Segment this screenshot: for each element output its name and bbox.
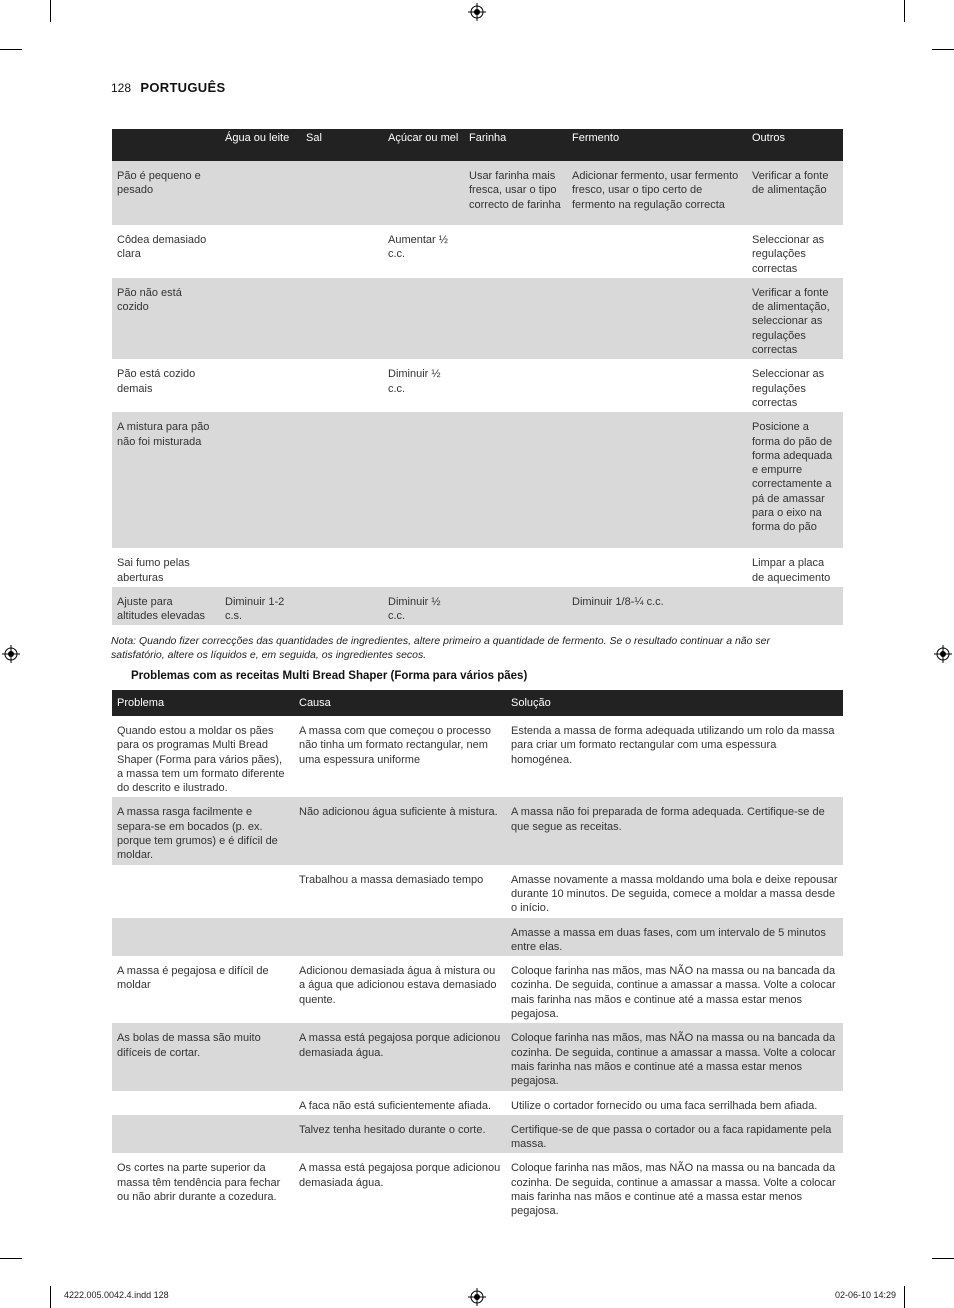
table-cell [301, 161, 383, 225]
table-cell: Diminuir ½ c.c. [388, 368, 441, 395]
table-cell [383, 548, 464, 587]
table-cell [301, 225, 383, 278]
registration-mark-icon [468, 3, 486, 21]
table-cell [301, 278, 383, 359]
table-cell [220, 412, 301, 548]
footer-date: 02-06-10 14:29 [835, 1290, 897, 1300]
table-cell [301, 587, 383, 626]
table-cell: A massa é pegajosa e difícil de moldar [117, 965, 269, 992]
table-cell: As bolas de massa são muito difíceis de cortar. [112, 1023, 294, 1090]
table-cell [301, 412, 383, 548]
ingredient-adjustment-table [112, 129, 843, 625]
table-row [112, 548, 843, 587]
table-row [112, 1091, 843, 1115]
page-header [111, 80, 225, 95]
table-row [112, 797, 843, 864]
table-cell: Adicionar fermento, usar fermento fresco, usar o tipo certo de fermento na regulação correcta [567, 161, 747, 225]
table-cell [383, 412, 464, 548]
table-row [112, 1115, 843, 1154]
footer-file-info: 4222.005.0042.4.indd 128 [64, 1290, 169, 1300]
table-cell [567, 225, 747, 278]
multi-bread-shaper-troubleshooting-table [112, 690, 843, 1221]
table-cell: Adicionou demasiada água à mistura ou a água que adicionou estava demasiado quente. [299, 965, 497, 1006]
table-cell: Sai fumo pelas aberturas [117, 557, 190, 584]
table-cell: Côdea demasiado clara [117, 234, 207, 261]
table-cell [464, 225, 567, 278]
table-cell [294, 918, 506, 957]
crop-mark [50, 1286, 51, 1308]
table-cell: Pão está cozido demais [117, 368, 196, 395]
table-cell: Amasse novamente a massa moldando uma bola e deixe repousar durante 10 minutos. De seguida, comece a moldar a massa desde o início. [511, 873, 838, 915]
table-cell [464, 587, 567, 626]
table-row [112, 1023, 843, 1090]
table-cell: Aumentar ½ c.c. [388, 234, 448, 261]
table-cell: Posicione a forma do pão de forma adequada e empurre correctamente a pá de amassar para o eixo na forma do pão [747, 412, 843, 548]
column-header: Causa [294, 690, 506, 716]
table-cell: Coloque farinha nas mãos, mas NÃO na massa ou na bancada da cozinha. De seguida, continue a amassar a massa. Volte a colocar mais farinha nas mãos e continue até a massa estar menos pegajosa. [506, 1023, 843, 1090]
column-header: Fermento [567, 129, 747, 161]
table-cell: Talvez tenha hesitado durante o corte. [294, 1115, 506, 1154]
table-cell: Quando estou a moldar os pães para os programas Multi Bread Shaper (Forma para vários pães), a massa tem um formato diferente do descrito e ilustrado. [117, 725, 285, 795]
table-row [112, 587, 843, 626]
section-title: Problemas com as receitas Multi Bread Shaper (Forma para vários pães) [131, 670, 528, 682]
table-cell [301, 548, 383, 587]
adjustment-note: Nota: Quando fizer correcções das quantidades de ingredientes, altere primeiro a quantidade de fermento. Se o resultado continuar a não ser satisfatório, altere os líquidos e, em seguida, os ingredientes secos. [111, 635, 770, 661]
table-header-row [112, 690, 843, 716]
column-header: Solução [506, 690, 843, 716]
table-cell [112, 1115, 294, 1154]
table-cell: Certifique-se de que passa o cortador ou a faca rapidamente pela massa. [506, 1115, 843, 1154]
crop-mark [904, 0, 905, 22]
table-row [112, 918, 843, 957]
table-cell: Diminuir 1/8-¼ c.c. [567, 587, 747, 626]
column-header: Açúcar ou mel [383, 129, 464, 161]
table-cell [567, 278, 747, 359]
table-cell [747, 587, 843, 626]
page-number: 128 [111, 81, 132, 95]
table-cell: Ajuste para altitudes elevadas [112, 587, 220, 626]
crop-mark [932, 1258, 954, 1259]
column-header: Farinha [464, 129, 567, 161]
table-row [112, 1153, 843, 1220]
table-cell: A massa com que começou o processo não tinha um formato rectangular, nem uma espessura uniforme [299, 725, 491, 766]
table-row [112, 359, 843, 412]
table-cell: Utilize o cortador fornecido ou uma faca serrilhada bem afiada. [511, 1099, 818, 1112]
table-cell: Limpar a placa de aquecimento [752, 557, 831, 584]
table-cell [383, 161, 464, 225]
table-cell: Pão é pequeno e pesado [112, 161, 220, 225]
table-cell [220, 359, 301, 412]
table-cell: Trabalhou a massa demasiado tempo [299, 873, 484, 886]
table-cell [464, 359, 567, 412]
crop-mark [0, 1258, 22, 1259]
table-row [112, 865, 843, 918]
crop-mark [932, 49, 954, 50]
crop-mark [904, 1286, 905, 1308]
table-cell [567, 359, 747, 412]
table-cell: A mistura para pão não foi misturada [112, 412, 220, 548]
table-cell [383, 278, 464, 359]
table-header-row [112, 129, 843, 161]
table-cell: A massa está pegajosa porque adicionou demasiada água. [299, 1162, 501, 1189]
table-cell [220, 161, 301, 225]
table-cell: Pão não está cozido [112, 278, 220, 359]
column-header: Problema [112, 690, 294, 716]
language-title: PORTUGUÊS [140, 80, 226, 95]
table-cell [464, 278, 567, 359]
column-header: Água ou leite [220, 129, 301, 161]
crop-mark [50, 0, 51, 22]
table-cell [112, 865, 294, 918]
table-cell: Coloque farinha nas mãos, mas NÃO na massa ou na bancada da cozinha. De seguida, continue a amassar a massa. Volte a colocar mais farinha nas mãos e continue até a massa estar menos pegajosa. [511, 965, 836, 1021]
table-cell [301, 359, 383, 412]
table-cell: A faca não está suficientemente afiada. [299, 1099, 492, 1112]
table-row [112, 412, 843, 548]
table-row [112, 278, 843, 359]
table-cell: Seleccionar as regulações correctas [752, 368, 825, 409]
table-cell: A massa está pegajosa porque adicionou demasiada água. [294, 1023, 506, 1090]
table-cell [567, 412, 747, 548]
registration-mark-icon [468, 1288, 486, 1306]
table-row [112, 161, 843, 225]
table-cell [464, 548, 567, 587]
table-cell: Os cortes na parte superior da massa têm tendência para fechar ou não abrir durante a cozedura. [117, 1162, 281, 1204]
table-row [112, 956, 843, 1023]
table-cell: Não adicionou água suficiente à mistura. [294, 797, 506, 864]
table-cell: Seleccionar as regulações correctas [752, 234, 825, 275]
table-row [112, 225, 843, 278]
table-cell: Amasse a massa em duas fases, com um intervalo de 5 minutos entre elas. [506, 918, 843, 957]
table-cell: Estenda a massa de forma adequada utilizando um rolo da massa para criar um formato rectangular com uma espessura homogénea. [511, 725, 835, 766]
table-cell [567, 548, 747, 587]
crop-mark [0, 49, 22, 50]
table-row [112, 716, 843, 797]
table-cell: Verificar a fonte de alimentação, seleccionar as regulações correctas [747, 278, 843, 359]
column-header: Outros [747, 129, 843, 161]
table-cell: Verificar a fonte de alimentação [747, 161, 843, 225]
column-header [112, 129, 220, 161]
table-cell [464, 412, 567, 548]
registration-mark-icon [934, 645, 952, 663]
table-cell: A massa rasga facilmente e separa-se em bocados (p. ex. porque tem grumos) e é difícil de moldar. [112, 797, 294, 864]
table-cell: Diminuir ½ c.c. [383, 587, 464, 626]
registration-mark-icon [2, 645, 20, 663]
table-cell: Coloque farinha nas mãos, mas NÃO na massa ou na bancada da cozinha. De seguida, continue a amassar a massa. Volte a colocar mais farinha nas mãos e continue até a massa estar menos pegajosa. [511, 1162, 836, 1218]
table-cell: Diminuir 1-2 c.s. [220, 587, 301, 626]
table-cell [112, 918, 294, 957]
table-cell [220, 278, 301, 359]
column-header: Sal [301, 129, 383, 161]
table-cell [220, 548, 301, 587]
table-cell [220, 225, 301, 278]
table-cell: A massa não foi preparada de forma adequada. Certifique-se de que segue as receitas. [506, 797, 843, 864]
table-cell [112, 1091, 294, 1115]
table-cell: Usar farinha mais fresca, usar o tipo correcto de farinha [464, 161, 567, 225]
